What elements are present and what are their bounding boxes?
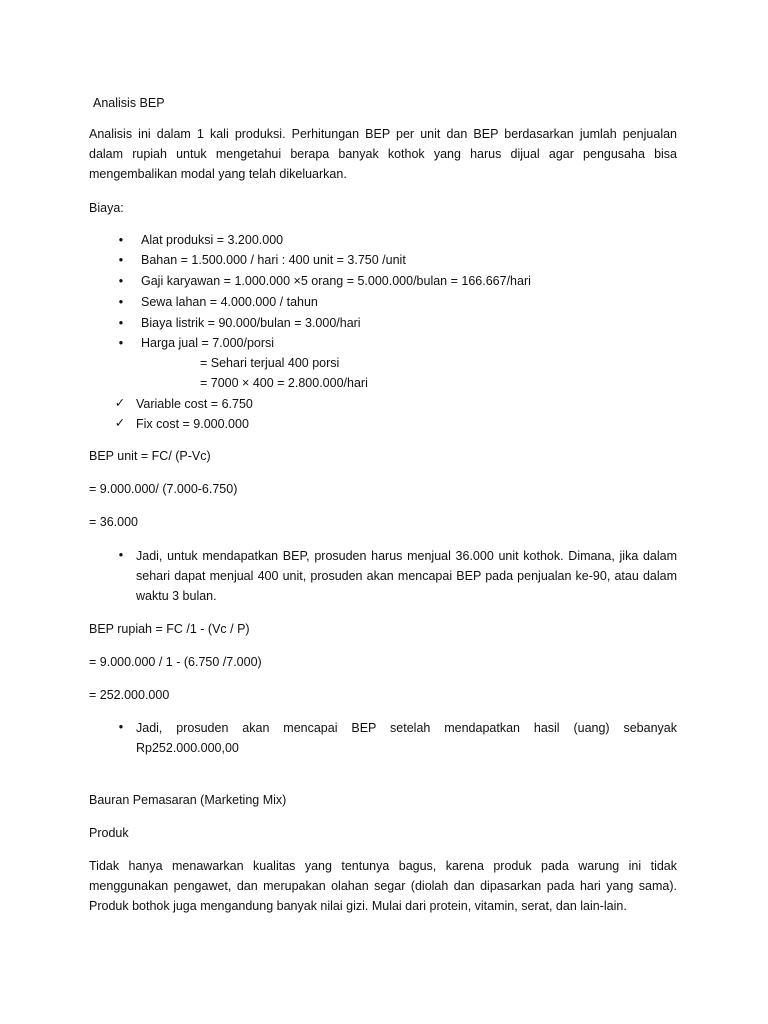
section-title-analisis-bep: Analisis BEP [93,96,165,110]
cost-item-text: Biaya listrik = 90.000/bulan = 3.000/hari [141,316,361,330]
bullet-icon: • [118,274,124,288]
bep-rupiah-formula: BEP rupiah = FC /1 - (Vc / P) [89,622,250,636]
intro-line-1: Analisis ini dalam 1 kali produksi. Perhitungan BEP per unit dan BEP berdasarkan jumlah penjualan [89,127,677,141]
bep-unit-note-line-2: sehari dapat menjual 400 unit, prosuden akan mencapai BEP pada penjualan ke-90, atau dalam [136,569,677,583]
produk-text-line-2: menggunakan pengawet, dan merupakan olahan segar (diolah dan dipasarkan pada hari yang sama). [89,879,677,893]
bullet-icon: • [118,253,124,267]
cost-item-text: Harga jual = 7.000/porsi [141,336,275,350]
harga-sub-line-2: = 7000 × 400 = 2.800.000/hari [200,376,368,390]
check-icon: ✓ [114,396,126,410]
bep-unit-formula: BEP unit = FC/ (P-Vc) [89,449,211,463]
bauran-pemasaran-title: Bauran Pemasaran (Marketing Mix) [89,793,287,807]
check-icon: ✓ [114,416,126,430]
cost-item-text: Alat produksi = 3.200.000 [141,233,284,247]
bep-rupiah-note-line-2: Rp252.000.000,00 [136,741,239,755]
biaya-label: Biaya: [89,201,124,215]
bep-unit-calc: = 9.000.000/ (7.000-6.750) [89,482,238,496]
bullet-icon: • [118,548,124,562]
bep-unit-result: = 36.000 [89,515,139,529]
check-item-text: Fix cost = 9.000.000 [136,417,249,431]
cost-item-text: Gaji karyawan = 1.000.000 ×5 orang = 5.000.000/bulan = 166.667/hari [141,274,531,288]
bullet-icon: • [118,295,124,309]
bep-rupiah-result: = 252.000.000 [89,688,170,702]
bep-unit-note-line-1: Jadi, untuk mendapatkan BEP, prosuden harus menjual 36.000 unit kothok. Dimana, jika dalam [136,549,677,563]
produk-title: Produk [89,826,129,840]
cost-item-text: Bahan = 1.500.000 / hari : 400 unit = 3.750 /unit [141,253,406,267]
bep-unit-note-line-3: waktu 3 bulan. [136,589,217,603]
bullet-icon: • [118,336,124,350]
produk-text-line-3: Produk bothok juga mengandung banyak nilai gizi. Mulai dari protein, vitamin, serat, dan lain-lain. [89,899,627,913]
produk-text-line-1: Tidak hanya menawarkan kualitas yang tentunya bagus, karena produk pada warung ini tidak [89,859,677,873]
intro-line-2: dalam rupiah untuk mengetahui berapa banyak kothok yang harus dijual agar pengusaha bisa [89,147,677,161]
bullet-icon: • [118,233,124,247]
harga-sub-line-1: = Sehari terjual 400 porsi [200,356,340,370]
bullet-icon: • [118,720,124,734]
check-item-text: Variable cost = 6.750 [136,397,253,411]
bep-rupiah-note-line-1: Jadi, prosuden akan mencapai BEP setelah mendapatkan hasil (uang) sebanyak [136,721,677,735]
bep-rupiah-calc: = 9.000.000 / 1 - (6.750 /7.000) [89,655,262,669]
intro-line-3: mengembalikan modal yang telah dikeluarkan. [89,167,347,181]
bullet-icon: • [118,316,124,330]
cost-item-text: Sewa lahan = 4.000.000 / tahun [141,295,318,309]
